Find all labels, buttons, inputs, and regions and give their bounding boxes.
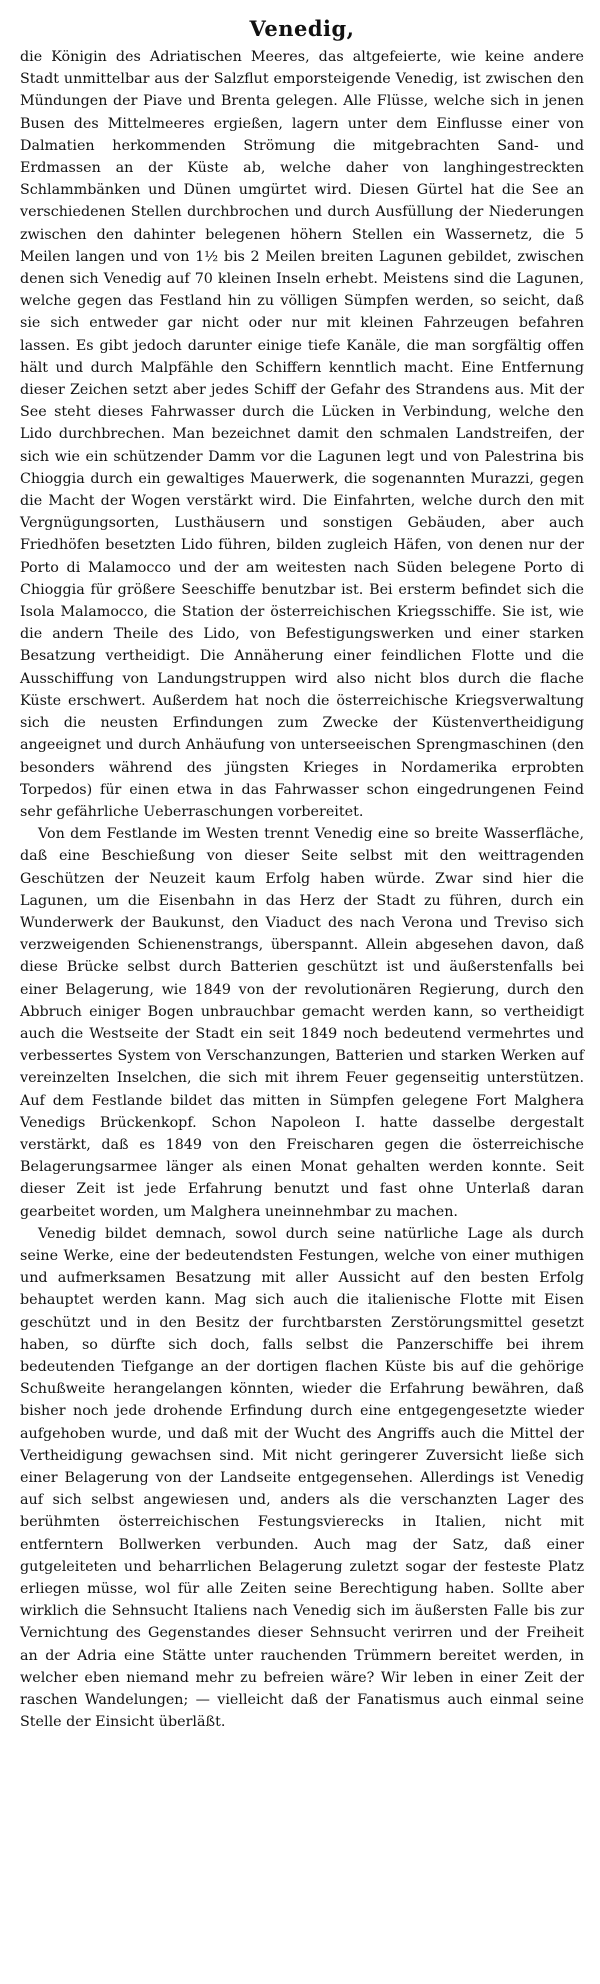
paragraph-3: Venedig bildet demnach, sowol durch seine natürliche Lage als durch seine Werke, eine der bedeutendsten Festungen, welche von einer muthigen und aufmerksamen Besatzung mit aller Aussicht auf den besten Erfolg behauptet werden kann. Mag sich auch die italienische Flotte mit Eisen geschützt und in den Besitz der furchtbarsten Zerstörungsmittel gesetzt haben, so dürfte sich doch, falls selbst die Panzerschiffe bei ihrem bedeutenden Tiefgange an der dortigen flachen Küste bis auf die gehörige Schußweite herangelangen könnten, wieder die Erfahrung bewähren, daß bisher noch jede drohende Erfindung durch eine entgegengesetzte wieder aufgehoben wurde, und daß mit der Wucht des Angriffs auch die Mittel der Vertheidigung gewachsen sind. Mit nicht geringerer Zuversicht ließe sich einer Belagerung von der Landseite entgegensehen. Allerdings ist Venedig auf sich selbst angewiesen und, anders als die verschanzten Lager des berühmten österreichischen Festungsvierecks in Italien, nicht mit entferntern Bollwerken verbunden. Auch mag der Satz, daß einer gutgeleiteten und beharrlichen Belagerung zuletzt sogar der festeste Platz erliegen müsse, wol für alle Zeiten seine Berechtigung haben. Sollte aber wirklich die Sehnsucht Italiens nach Venedig sich im äußersten Falle bis zur Vernichtung des Gegenstandes dieser Sehnsucht verirren und der Freiheit an der Adria eine Stätte unter rauchenden Trümmern bereitet werden, in welcher eben niemand mehr zu befreien wäre? Wir leben in einer Zeit der raschen Wandelungen; — vielleicht daß der Fanatismus auch einmal seine Stelle der Einsicht überläßt. [20, 1225, 584, 1731]
article-body [20, 46, 584, 1733]
paragraph-2: Von dem Festlande im Westen trennt Venedig eine so breite Wasserfläche, daß eine Beschießung von dieser Seite selbst mit den weittragenden Geschützen der Neuzeit kaum Erfolg haben würde. Zwar sind hier die Lagunen, um die Eisenbahn in das Herz der Stadt zu führen, durch ein Wunderwerk der Baukunst, den Viaduct des nach Verona und Treviso sich verzweigenden Schienenstrangs, überspannt. Allein abgesehen davon, daß diese Brücke selbst durch Batterien geschützt ist und äußerstenfalls bei einer Belagerung, wie 1849 von der revolutionären Regierung, durch den Abbruch einiger Bogen unbrauchbar gemacht werden kann, so vertheidigt auch die Westseite der Stadt ein seit 1849 noch bedeutend vermehrtes und verbessertes System von Verschanzungen, Batterien und starken Werken auf vereinzelten Inselchen, die sich mit ihrem Feuer gegenseitig unterstützen. Auf dem Festlande bildet das mitten in Sümpfen gelegene Fort Malghera Venedigs Brückenkopf. Schon Napoleon I. hatte dasselbe dergestalt verstärkt, daß es 1849 von den Freischaren gegen die österreichische Belagerungsarmee länger als einen Monat gehalten werden konnte. Seit dieser Zeit ist jede Erfahrung benutzt und fast ohne Unterlaß daran gearbeitet worden, um Malghera uneinnehmbar zu machen. [20, 826, 584, 1220]
paragraph-1: die Königin des Adriatischen Meeres, das altgefeierte, wie keine andere Stadt unmittelbar aus der Salzflut emporsteigende Venedig, ist zwischen den Mündungen der Piave und Brenta gelegen. Alle Flüsse, welche sich in jenen Busen des Mittelmeeres ergießen, lagern unter dem Einflusse einer von Dalmatien herkommenden Strömung die mitgebrachten Sand- und Erdmassen an der Küste ab, welche daher von langhingestreckten Schlammbänken und Dünen umgürtet wird. Diesen Gürtel hat die See an verschiedenen Stellen durchbrochen und durch Ausfüllung der Niederungen zwischen den dahinter belegenen höhern Stellen ein Wassernetz, die 5 Meilen langen und von 1½ bis 2 Meilen breiten Lagunen gebildet, zwischen denen sich Venedig auf 70 kleinen Inseln erhebt. Meistens sind die Lagunen, welche gegen das Festland hin zu völligen Sümpfen werden, so seicht, daß sie sich entweder gar nicht oder nur mit kleinen Fahrzeugen befahren lassen. Es gibt jedoch darunter einige tiefe Kanäle, die man sorgfältig offen hält und durch Malpfähle den Schiffern kenntlich macht. Eine Entfernung dieser Zeichen setzt aber jedes Schiff der Gefahr des Strandens aus. Mit der See steht dieses Fahrwasser durch die Lücken in Verbindung, welche den Lido durchbrechen. Man bezeichnet damit den schmalen Landstreifen, der sich wie ein schützender Damm vor die Lagunen legt und von Palestrina bis Chioggia durch ein gewaltiges Mauerwerk, die sogenannten Murazzi, gegen die Macht der Wogen verstärkt wird. Die Einfahrten, welche durch den mit Vergnügungsorten, Lusthäusern und sonstigen Gebäuden, aber auch Friedhöfen besetzten Lido führen, bilden zugleich Häfen, von denen nur der Porto di Malamocco und der am weitesten nach Süden belegene Porto di Chioggia für größere Seeschiffe benutzbar ist. Bei ersterm befindet sich die Isola Malamocco, die Station der österreichischen Kriegsschiffe. Sie ist, wie die andern Theile des Lido, von Befestigungswerken und einer starken Besatzung vertheidigt. Die Annäherung einer feindlichen Flotte und die Ausschiffung von Landungstruppen wird also nicht blos durch die flache Küste erschwert. Außerdem hat noch die österreichische Kriegsverwaltung sich die neusten Erfindungen zum Zwecke der Küstenvertheidigung angeeignet und durch Anhäufung von unterseeischen Sprengmaschinen (den besonders während des jüngsten Krieges in Nordamerika erprobten Torpedos) für einen etwa in das Fahrwasser schon eingedrungenen Feind sehr gefährliche Ueberraschungen vorbereitet. [20, 49, 584, 820]
article-title: Venedig, [249, 16, 355, 41]
